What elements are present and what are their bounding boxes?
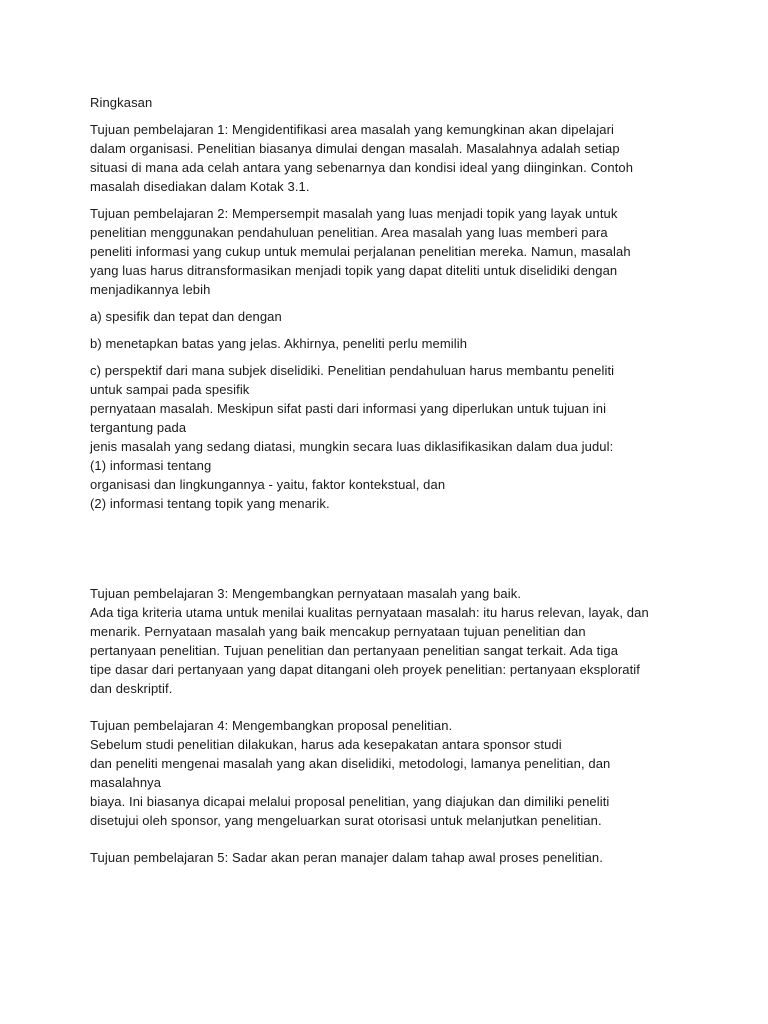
text-line: tergantung pada <box>90 420 187 435</box>
paragraph-objective-4 <box>90 716 680 830</box>
document-title: Ringkasan <box>90 95 153 110</box>
paragraph-item-b <box>90 334 680 353</box>
text-line: menjadikannya lebih <box>90 282 211 297</box>
text-line: dalam organisasi. Penelitian biasanya dimulai dengan masalah. Masalahnya adalah setiap <box>90 141 620 156</box>
text-line: Sebelum studi penelitian dilakukan, harus ada kesepakatan antara sponsor studi <box>90 737 562 752</box>
paragraph-objective-1 <box>90 120 680 196</box>
paragraph-objective-5 <box>90 848 680 867</box>
text-line: organisasi dan lingkungannya - yaitu, faktor kontekstual, dan <box>90 477 446 492</box>
text-line: disetujui oleh sponsor, yang mengeluarkan surat otorisasi untuk melanjutkan penelitian. <box>90 813 602 828</box>
paragraph-objective-3 <box>90 584 680 698</box>
text-line: tipe dasar dari pertanyaan yang dapat ditangani oleh proyek penelitian: pertanyaan eksploratif <box>90 662 640 677</box>
text-line: menarik. Pernyataan masalah yang baik mencakup pernyataan tujuan penelitian dan <box>90 624 586 639</box>
vertical-spacer <box>90 838 680 848</box>
text-line: penelitian menggunakan pendahuluan penelitian. Area masalah yang luas memberi para <box>90 225 608 240</box>
text-line: jenis masalah yang sedang diatasi, mungkin secara luas diklasifikasikan dalam dua judul: <box>90 439 614 454</box>
vertical-spacer <box>90 706 680 716</box>
text-line: dan peneliti mengenai masalah yang akan diselidiki, metodologi, lamanya penelitian, dan <box>90 756 611 771</box>
text-line: situasi di mana ada celah antara yang sebenarnya dan kondisi ideal yang diinginkan. Contoh <box>90 160 634 175</box>
text-line: c) perspektif dari mana subjek diselidiki. Penelitian pendahuluan harus membantu peneliti <box>90 363 615 378</box>
text-line: biaya. Ini biasanya dicapai melalui proposal penelitian, yang diajukan dan dimiliki peneliti <box>90 794 610 809</box>
text-line: masalahnya <box>90 775 162 790</box>
text-line: yang luas harus ditransformasikan menjadi topik yang dapat diteliti untuk diselidiki dengan <box>90 263 618 278</box>
text-line: masalah disediakan dalam Kotak 3.1. <box>90 179 310 194</box>
text-line: (2) informasi tentang topik yang menarik. <box>90 496 330 511</box>
text-line: dan deskriptif. <box>90 681 173 696</box>
text-line: peneliti informasi yang cukup untuk memulai perjalanan penelitian mereka. Namun, masalah <box>90 244 631 259</box>
document-body <box>90 93 680 875</box>
text-line: a) spesifik dan tepat dan dengan <box>90 309 282 324</box>
text-line: Tujuan pembelajaran 1: Mengidentifikasi area masalah yang kemungkinan akan dipelajari <box>90 122 614 137</box>
paragraph-objective-2 <box>90 204 680 299</box>
text-line: untuk sampai pada spesifik <box>90 382 250 397</box>
text-line: Tujuan pembelajaran 5: Sadar akan peran manajer dalam tahap awal proses penelitian. <box>90 850 603 865</box>
text-line: Tujuan pembelajaran 2: Mempersempit masalah yang luas menjadi topik yang layak untuk <box>90 206 618 221</box>
text-line: pernyataan masalah. Meskipun sifat pasti dari informasi yang diperlukan untuk tujuan ini <box>90 401 607 416</box>
text-line: Tujuan pembelajaran 3: Mengembangkan pernyataan masalah yang baik. <box>90 586 522 601</box>
paragraph-item-a <box>90 307 680 326</box>
paragraph-item-c <box>90 361 680 513</box>
vertical-spacer <box>90 521 680 584</box>
text-line: (1) informasi tentang <box>90 458 212 473</box>
text-line: Tujuan pembelajaran 4: Mengembangkan proposal penelitian. <box>90 718 453 733</box>
text-line: pertanyaan penelitian. Tujuan penelitian dan pertanyaan penelitian sangat terkait. Ada tiga <box>90 643 619 658</box>
text-line: b) menetapkan batas yang jelas. Akhirnya, peneliti perlu memilih <box>90 336 468 351</box>
text-line: Ada tiga kriteria utama untuk menilai kualitas pernyataan masalah: itu harus relevan, layak, dan <box>90 605 649 620</box>
